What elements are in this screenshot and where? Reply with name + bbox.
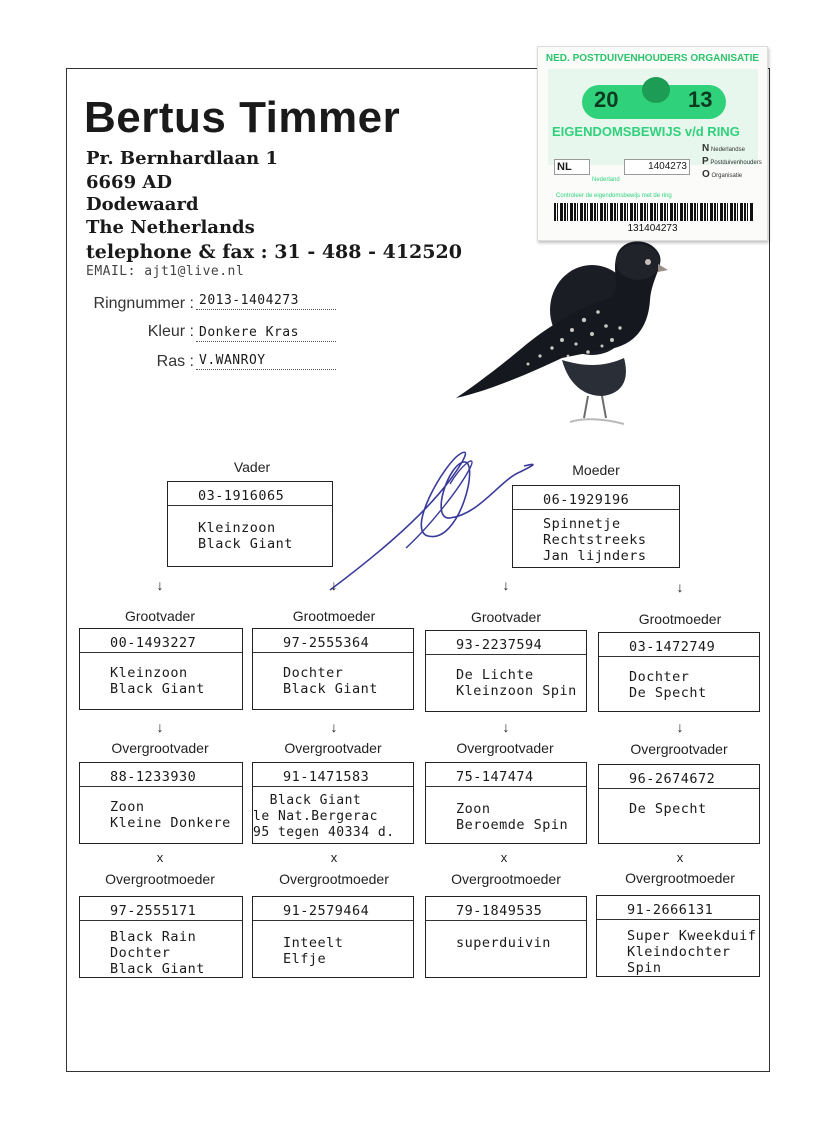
ring-label: Ringnummer :: [93, 295, 194, 312]
father-ring: 03-1916065: [168, 482, 332, 506]
mother-desc: Spinnetje Rechtstreeks Jan lijnders: [543, 516, 647, 564]
grandparent-label: Grootmoeder: [638, 611, 722, 627]
great-grandfather-desc: Black Giant le Nat.Bergerac 95 tegen 40334 d.: [253, 793, 395, 840]
barcode: [554, 203, 754, 221]
great-grandfather-ring: 96-2674672: [599, 765, 759, 789]
owner-city: Dodewaard: [86, 194, 199, 215]
breed-value: V.WANROY: [196, 353, 336, 370]
great-grandmother-desc: Super Kweekduif Kleindochter Spin: [627, 928, 757, 976]
stamp-small-text: Nederland: [592, 177, 620, 183]
great-grandfather-label: Overgrootvader: [630, 741, 728, 757]
arrow: ↓: [330, 719, 338, 735]
arrow: ↓: [502, 577, 510, 593]
stamp-country-code: NL: [554, 159, 590, 175]
cross-mark: x: [156, 850, 164, 865]
grandparent-box: [598, 632, 760, 712]
pigeon-photo: [452, 240, 672, 440]
great-grandmother-desc: Black Rain Dochter Black Giant: [110, 929, 205, 977]
great-grandfather-ring: 88-1233930: [80, 763, 242, 787]
owner-postcode: 6669 AD: [86, 172, 172, 193]
arrow: ↓: [502, 719, 510, 735]
npo-letter-n: N: [702, 143, 710, 154]
cross-mark: x: [676, 850, 684, 865]
great-grandfather-box: [598, 764, 760, 844]
barcode-number: 131404273: [627, 223, 678, 234]
color-value: Donkere Kras: [196, 325, 336, 342]
great-grandmother-box: [252, 896, 414, 978]
great-grandmother-label: Overgrootmoeder: [625, 870, 735, 886]
grandparent-ring: 00-1493227: [80, 629, 242, 653]
cross-mark: x: [330, 850, 338, 865]
grandparent-desc: Kleinzoon Black Giant: [110, 665, 205, 697]
great-grandmother-ring: 97-2555171: [80, 897, 242, 921]
great-grandfather-desc: Zoon Beroemde Spin: [456, 801, 569, 833]
stamp-npo-block: [702, 143, 762, 182]
great-grandmother-desc: Inteelt Elfje: [283, 935, 344, 967]
great-grandfather-box: [79, 762, 243, 844]
grandparent-label: Grootvader: [470, 609, 542, 625]
ownership-certificate-stamp: [537, 46, 768, 241]
arrow: ↓: [156, 577, 164, 593]
grandparent-box: [425, 630, 587, 712]
grandparent-box: [79, 628, 243, 710]
great-grandfather-label: Overgrootvader: [456, 740, 554, 756]
cross-mark: x: [500, 850, 508, 865]
great-grandmother-box: [79, 896, 243, 978]
great-grandmother-ring: 79-1849535: [426, 897, 586, 921]
npo-line-3: Organisatie: [711, 173, 743, 179]
great-grandfather-ring: 91-1471583: [253, 763, 413, 787]
grandparent-desc: De Lichte Kleinzoon Spin: [456, 667, 577, 699]
breed-label: Ras :: [156, 353, 194, 370]
great-grandfather-ring: 75-147474: [426, 763, 586, 787]
npo-line-1: Nederlandse: [710, 147, 745, 153]
mother-label: Moeder: [572, 462, 620, 478]
stamp-year-left: 20: [594, 87, 619, 112]
great-grandmother-box: [596, 895, 760, 977]
grandparent-ring: 97-2555364: [253, 629, 413, 653]
great-grandmother-label: Overgrootmoeder: [105, 871, 215, 887]
great-grandmother-label: Overgrootmoeder: [451, 871, 561, 887]
npo-line-2: Postduivenhouders: [710, 160, 762, 166]
stamp-ring-number: 1404273: [624, 159, 690, 175]
owner-street: Pr. Bernhardlaan 1: [86, 148, 278, 169]
great-grandfather-desc: Zoon Kleine Donkere: [110, 799, 231, 831]
grandparent-box: [252, 628, 414, 710]
great-grandmother-label: Overgrootmoeder: [279, 871, 389, 887]
npo-letter-p: P: [702, 156, 709, 167]
mother-box: [512, 485, 680, 568]
arrow: ↓: [156, 719, 164, 735]
ring-value: 2013-1404273: [196, 293, 336, 310]
great-grandmother-desc: superduivin: [456, 935, 551, 951]
owner-email: EMAIL: ajt1@live.nl: [86, 264, 245, 279]
owner-country: The Netherlands: [86, 217, 255, 238]
father-label: Vader: [233, 459, 271, 475]
color-label: Kleur :: [147, 323, 194, 340]
great-grandmother-box: [425, 896, 587, 978]
owner-name: Bertus Timmer: [84, 93, 401, 142]
grandparent-label: Grootvader: [124, 608, 196, 624]
stamp-control-text: Controleer de eigendomsbewijs met de ring: [556, 193, 672, 199]
lion-emblem-icon: [642, 77, 670, 103]
arrow: ↓: [676, 579, 684, 595]
stamp-year-right: 13: [688, 87, 713, 112]
grandparent-label: Grootmoeder: [292, 608, 376, 624]
father-desc: Kleinzoon Black Giant: [198, 520, 293, 552]
npo-letter-o: O: [702, 169, 710, 180]
stamp-title: EIGENDOMSBEWIJS v/d RING: [552, 124, 740, 139]
great-grandmother-ring: 91-2579464: [253, 897, 413, 921]
great-grandfather-label: Overgrootvader: [111, 740, 209, 756]
mother-ring: 06-1929196: [513, 486, 679, 510]
arrow: ↓: [330, 577, 338, 593]
great-grandfather-desc: De Specht: [629, 801, 707, 817]
great-grandmother-ring: 91-2666131: [597, 896, 759, 920]
grandparent-desc: Dochter De Specht: [629, 669, 707, 701]
great-grandfather-label: Overgrootvader: [284, 740, 382, 756]
grandparent-ring: 03-1472749: [599, 633, 759, 657]
father-box: [167, 481, 333, 567]
grandparent-desc: Dochter Black Giant: [283, 665, 378, 697]
owner-phone: telephone & fax : 31 - 488 - 412520: [86, 241, 462, 263]
great-grandfather-box: [252, 762, 414, 844]
great-grandfather-box: [425, 762, 587, 844]
arrow: ↓: [676, 719, 684, 735]
stamp-org: NED. POSTDUIVENHOUDERS ORGANISATIE: [545, 53, 760, 64]
grandparent-ring: 93-2237594: [426, 631, 586, 655]
